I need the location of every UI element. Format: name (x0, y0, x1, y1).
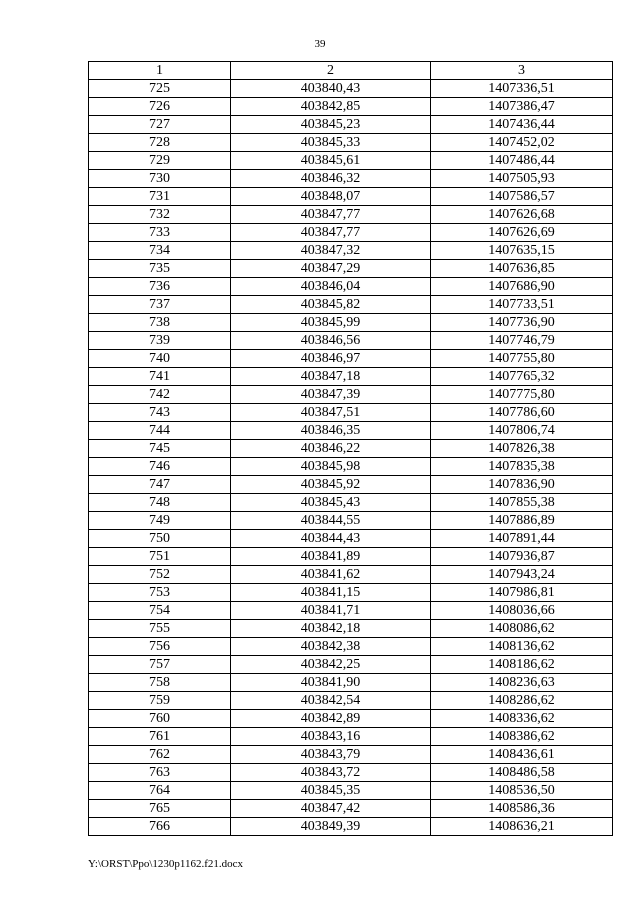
y-coordinate-cell: 1408086,62 (431, 620, 613, 638)
x-coordinate-cell: 403845,35 (231, 782, 431, 800)
table-row (89, 494, 613, 512)
x-coordinate-cell: 403845,61 (231, 152, 431, 170)
x-coordinate-cell: 403845,92 (231, 476, 431, 494)
point-number-cell: 737 (89, 296, 231, 314)
table-body (89, 80, 613, 836)
table-row (89, 638, 613, 656)
table-row (89, 602, 613, 620)
point-number-cell: 729 (89, 152, 231, 170)
y-coordinate-cell: 1407936,87 (431, 548, 613, 566)
y-coordinate-cell: 1407835,38 (431, 458, 613, 476)
x-coordinate-cell: 403847,77 (231, 206, 431, 224)
coordinates-table (88, 61, 613, 836)
point-number-cell: 739 (89, 332, 231, 350)
page-number: 39 (314, 38, 326, 50)
x-coordinate-cell: 403846,56 (231, 332, 431, 350)
x-coordinate-cell: 403847,29 (231, 260, 431, 278)
y-coordinate-cell: 1408536,50 (431, 782, 613, 800)
point-number-cell: 752 (89, 566, 231, 584)
x-coordinate-cell: 403843,79 (231, 746, 431, 764)
y-coordinate-cell: 1407486,44 (431, 152, 613, 170)
x-coordinate-cell: 403845,23 (231, 116, 431, 134)
y-coordinate-cell: 1407736,90 (431, 314, 613, 332)
point-number-cell: 748 (89, 494, 231, 512)
y-coordinate-cell: 1407786,60 (431, 404, 613, 422)
table-row (89, 674, 613, 692)
point-number-cell: 745 (89, 440, 231, 458)
table-row (89, 260, 613, 278)
y-coordinate-cell: 1408436,61 (431, 746, 613, 764)
x-coordinate-cell: 403844,55 (231, 512, 431, 530)
point-number-cell: 733 (89, 224, 231, 242)
x-coordinate-cell: 403843,16 (231, 728, 431, 746)
x-coordinate-cell: 403841,89 (231, 548, 431, 566)
x-coordinate-cell: 403847,42 (231, 800, 431, 818)
y-coordinate-cell: 1407775,80 (431, 386, 613, 404)
y-coordinate-cell: 1408486,58 (431, 764, 613, 782)
table-row (89, 278, 613, 296)
y-coordinate-cell: 1408386,62 (431, 728, 613, 746)
point-number-cell: 735 (89, 260, 231, 278)
x-coordinate-cell: 403847,51 (231, 404, 431, 422)
table-row (89, 206, 613, 224)
y-coordinate-cell: 1408286,62 (431, 692, 613, 710)
y-coordinate-cell: 1407855,38 (431, 494, 613, 512)
y-coordinate-cell: 1407755,80 (431, 350, 613, 368)
x-coordinate-cell: 403841,71 (231, 602, 431, 620)
x-coordinate-cell: 403846,35 (231, 422, 431, 440)
table-row (89, 332, 613, 350)
x-coordinate-cell: 403842,89 (231, 710, 431, 728)
x-coordinate-cell: 403846,97 (231, 350, 431, 368)
x-coordinate-cell: 403849,39 (231, 818, 431, 836)
table-row (89, 296, 613, 314)
table-row (89, 80, 613, 98)
x-coordinate-cell: 403841,15 (231, 584, 431, 602)
y-coordinate-cell: 1408636,21 (431, 818, 613, 836)
y-coordinate-cell: 1407386,47 (431, 98, 613, 116)
table-row (89, 548, 613, 566)
table-row (89, 242, 613, 260)
point-number-cell: 766 (89, 818, 231, 836)
point-number-cell: 744 (89, 422, 231, 440)
table-row (89, 620, 613, 638)
point-number-cell: 750 (89, 530, 231, 548)
x-coordinate-cell: 403846,32 (231, 170, 431, 188)
table-row (89, 692, 613, 710)
table-row (89, 800, 613, 818)
table-row (89, 224, 613, 242)
table-row (89, 710, 613, 728)
y-coordinate-cell: 1407626,69 (431, 224, 613, 242)
x-coordinate-cell: 403847,18 (231, 368, 431, 386)
table-row (89, 98, 613, 116)
x-coordinate-cell: 403841,90 (231, 674, 431, 692)
y-coordinate-cell: 1407586,57 (431, 188, 613, 206)
table-row (89, 170, 613, 188)
x-coordinate-cell: 403842,18 (231, 620, 431, 638)
point-number-cell: 764 (89, 782, 231, 800)
point-number-cell: 746 (89, 458, 231, 476)
table-row (89, 404, 613, 422)
x-coordinate-cell: 403846,22 (231, 440, 431, 458)
point-number-cell: 755 (89, 620, 231, 638)
x-coordinate-cell: 403845,33 (231, 134, 431, 152)
y-coordinate-cell: 1407436,44 (431, 116, 613, 134)
x-coordinate-cell: 403842,25 (231, 656, 431, 674)
table-header-row (89, 62, 613, 80)
table-row (89, 368, 613, 386)
point-number-cell: 736 (89, 278, 231, 296)
y-coordinate-cell: 1407686,90 (431, 278, 613, 296)
point-number-cell: 757 (89, 656, 231, 674)
table-row (89, 440, 613, 458)
column-header-1: 1 (89, 62, 231, 80)
y-coordinate-cell: 1407336,51 (431, 80, 613, 98)
point-number-cell: 743 (89, 404, 231, 422)
table-row (89, 116, 613, 134)
column-header-3: 3 (431, 62, 613, 80)
y-coordinate-cell: 1407626,68 (431, 206, 613, 224)
x-coordinate-cell: 403845,98 (231, 458, 431, 476)
point-number-cell: 741 (89, 368, 231, 386)
y-coordinate-cell: 1407635,15 (431, 242, 613, 260)
y-coordinate-cell: 1407452,02 (431, 134, 613, 152)
table-row (89, 728, 613, 746)
x-coordinate-cell: 403843,72 (231, 764, 431, 782)
point-number-cell: 751 (89, 548, 231, 566)
point-number-cell: 758 (89, 674, 231, 692)
y-coordinate-cell: 1407943,24 (431, 566, 613, 584)
point-number-cell: 727 (89, 116, 231, 134)
x-coordinate-cell: 403847,39 (231, 386, 431, 404)
x-coordinate-cell: 403848,07 (231, 188, 431, 206)
table-row (89, 152, 613, 170)
point-number-cell: 731 (89, 188, 231, 206)
x-coordinate-cell: 403844,43 (231, 530, 431, 548)
table-row (89, 746, 613, 764)
y-coordinate-cell: 1407986,81 (431, 584, 613, 602)
table-row (89, 386, 613, 404)
y-coordinate-cell: 1408136,62 (431, 638, 613, 656)
point-number-cell: 742 (89, 386, 231, 404)
table-row (89, 656, 613, 674)
x-coordinate-cell: 403842,38 (231, 638, 431, 656)
y-coordinate-cell: 1407886,89 (431, 512, 613, 530)
table-row (89, 818, 613, 836)
table-row (89, 476, 613, 494)
x-coordinate-cell: 403846,04 (231, 278, 431, 296)
point-number-cell: 728 (89, 134, 231, 152)
point-number-cell: 747 (89, 476, 231, 494)
point-number-cell: 732 (89, 206, 231, 224)
point-number-cell: 762 (89, 746, 231, 764)
x-coordinate-cell: 403841,62 (231, 566, 431, 584)
point-number-cell: 759 (89, 692, 231, 710)
table-row (89, 764, 613, 782)
table-row (89, 350, 613, 368)
x-coordinate-cell: 403845,43 (231, 494, 431, 512)
x-coordinate-cell: 403847,77 (231, 224, 431, 242)
point-number-cell: 754 (89, 602, 231, 620)
y-coordinate-cell: 1407636,85 (431, 260, 613, 278)
point-number-cell: 756 (89, 638, 231, 656)
point-number-cell: 753 (89, 584, 231, 602)
table-row (89, 314, 613, 332)
table-row (89, 782, 613, 800)
column-header-2: 2 (231, 62, 431, 80)
y-coordinate-cell: 1408186,62 (431, 656, 613, 674)
y-coordinate-cell: 1407826,38 (431, 440, 613, 458)
x-coordinate-cell: 403847,32 (231, 242, 431, 260)
y-coordinate-cell: 1407746,79 (431, 332, 613, 350)
point-number-cell: 763 (89, 764, 231, 782)
point-number-cell: 761 (89, 728, 231, 746)
y-coordinate-cell: 1407765,32 (431, 368, 613, 386)
table-row (89, 422, 613, 440)
y-coordinate-cell: 1408586,36 (431, 800, 613, 818)
y-coordinate-cell: 1407733,51 (431, 296, 613, 314)
x-coordinate-cell: 403840,43 (231, 80, 431, 98)
table-row (89, 188, 613, 206)
point-number-cell: 734 (89, 242, 231, 260)
y-coordinate-cell: 1407891,44 (431, 530, 613, 548)
y-coordinate-cell: 1407836,90 (431, 476, 613, 494)
table-row (89, 584, 613, 602)
point-number-cell: 730 (89, 170, 231, 188)
point-number-cell: 749 (89, 512, 231, 530)
y-coordinate-cell: 1407806,74 (431, 422, 613, 440)
x-coordinate-cell: 403845,99 (231, 314, 431, 332)
point-number-cell: 740 (89, 350, 231, 368)
table-row (89, 134, 613, 152)
table-row (89, 530, 613, 548)
y-coordinate-cell: 1408336,62 (431, 710, 613, 728)
point-number-cell: 738 (89, 314, 231, 332)
point-number-cell: 725 (89, 80, 231, 98)
point-number-cell: 726 (89, 98, 231, 116)
point-number-cell: 760 (89, 710, 231, 728)
point-number-cell: 765 (89, 800, 231, 818)
y-coordinate-cell: 1407505,93 (431, 170, 613, 188)
y-coordinate-cell: 1408236,63 (431, 674, 613, 692)
x-coordinate-cell: 403842,54 (231, 692, 431, 710)
x-coordinate-cell: 403845,82 (231, 296, 431, 314)
x-coordinate-cell: 403842,85 (231, 98, 431, 116)
table-row (89, 566, 613, 584)
y-coordinate-cell: 1408036,66 (431, 602, 613, 620)
table-row (89, 512, 613, 530)
table-row (89, 458, 613, 476)
footer-file-path: Y:\ORST\Ppo\1230p1162.f21.docx (88, 858, 244, 870)
